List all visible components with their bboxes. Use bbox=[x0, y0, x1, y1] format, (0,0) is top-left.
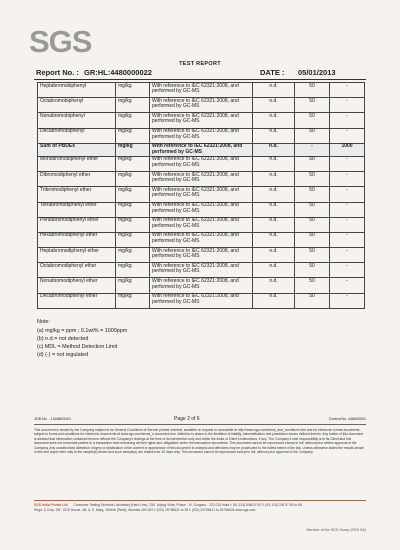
cell-mdl: 50 bbox=[295, 156, 330, 171]
note-item: (d) (-) = not regulated bbox=[37, 352, 89, 358]
cell-unit: mg/kg bbox=[116, 293, 150, 308]
cell-unit: mg/kg bbox=[116, 143, 150, 156]
address-rule bbox=[34, 500, 366, 501]
cell-limit: - bbox=[330, 263, 365, 278]
cell-mdl: 50 bbox=[295, 172, 330, 187]
cell-limit: - bbox=[330, 187, 365, 202]
sgs-logo bbox=[28, 22, 98, 58]
cell-limit: - bbox=[330, 172, 365, 187]
cell-method: With reference to IEC 62321:2008, and performed by GC-MS bbox=[150, 156, 253, 171]
notes-block bbox=[37, 318, 127, 359]
cell-mdl: 50 bbox=[295, 83, 330, 98]
cell-result: n.d. bbox=[253, 232, 295, 247]
cell-result: n.d. bbox=[253, 278, 295, 293]
cell-method: With reference to IEC 62321:2008, and performed by GC-MS bbox=[150, 217, 253, 232]
control-number: Control No. 448000001 bbox=[328, 417, 366, 421]
note-item: (a) mg/kg = ppm ; 0.1wt% = 1000ppm bbox=[37, 328, 128, 334]
report-no-label: Report No. : bbox=[36, 68, 79, 77]
table-row bbox=[38, 217, 365, 232]
cell-analyte: Monobromodiphenyl ether bbox=[38, 156, 116, 171]
cell-limit: - bbox=[330, 293, 365, 308]
cell-limit: - bbox=[330, 128, 365, 143]
cell-result: n.d. bbox=[253, 263, 295, 278]
date-label: DATE : bbox=[260, 68, 285, 77]
table-row bbox=[38, 156, 365, 171]
cell-result: n.d. bbox=[253, 202, 295, 217]
cell-result: n.d. bbox=[253, 98, 295, 113]
cell-mdl: 50 bbox=[295, 187, 330, 202]
cell-mdl: 50 bbox=[295, 217, 330, 232]
cell-unit: mg/kg bbox=[116, 83, 150, 98]
report-header-bar bbox=[34, 67, 366, 78]
cell-method: With reference to IEC 62321:2008, and performed by GC-MS bbox=[150, 113, 253, 128]
table-row bbox=[38, 113, 365, 128]
company-name: SGS India Private Ltd. bbox=[34, 503, 69, 507]
cell-method: With reference to IEC 62321:2008, and performed by GC-MS bbox=[150, 278, 253, 293]
cell-method: With reference to IEC 62321:2008, and performed by GC-MS bbox=[150, 248, 253, 263]
note-item: (c) MDL = Method Detection Limit bbox=[37, 344, 118, 350]
report-no-value: GR:HL:4480000022 bbox=[84, 68, 152, 77]
disclaimer-text: This document is issued by the Company subject to its General Conditions of Service printed overleaf, available on request or accessible at http://www.sgs.com/terms_and_conditions.htm and for electronic format documents, subject to terms and conditions for electronic documents at www.sgs.com/terms_e-document.htm. Attention is drawn to the limitation of liability, indemnification and jurisdiction issues defined therein. Any holder of this document is advised that information contained hereon reflects the Company's findings at the time of its intervention only and within the limits of Client's instructions, if any. The Company's sole responsibility is to its Client and this document does not exonerate parties to a transaction from exercising all their rights and obligations under the transaction documents. This document cannot be reproduced except in full, without prior written approval of the Company. Any unauthorized alteration, forgery or falsification of the content or appearance of this document is unlawful and offenders may be prosecuted to the fullest extent of the law. Unless otherwise stated the results shown in this test report refer only to the sample(s) tested and such sample(s) are retained for 30 days only. This document cannot be reproduced except in full, without prior approval of the Company. bbox=[34, 428, 365, 455]
table-row bbox=[38, 248, 365, 263]
footer-ids bbox=[34, 416, 366, 424]
cell-unit: mg/kg bbox=[116, 98, 150, 113]
cell-limit: - bbox=[330, 217, 365, 232]
cell-analyte: Decabromobiphenyl bbox=[38, 128, 116, 143]
cell-unit: mg/kg bbox=[116, 172, 150, 187]
member-note: Member of the SGS Group (SGS SA) bbox=[306, 528, 366, 532]
cell-unit: mg/kg bbox=[116, 217, 150, 232]
cell-result: n.d. bbox=[253, 172, 295, 187]
cell-method: With reference to IEC 62321:2008, and performed by GC-MS bbox=[150, 232, 253, 247]
company-address bbox=[34, 503, 366, 513]
address-line-2: Regd. & Corp. Off.: SGS House, 4B, A. S. Marg, Vikhroli (West), Mumbai 400 083 t: (022) 25798421 to 28 f: (022) 25798421 to 25798426 www.sgs.com bbox=[34, 508, 256, 512]
cell-analyte: Heptabromobiphenyl bbox=[38, 83, 116, 98]
cell-limit: - bbox=[330, 248, 365, 263]
footer-rule bbox=[34, 424, 366, 425]
table-row bbox=[38, 172, 365, 187]
cell-result: n.d. bbox=[253, 128, 295, 143]
cell-unit: mg/kg bbox=[116, 113, 150, 128]
cell-unit: mg/kg bbox=[116, 248, 150, 263]
cell-unit: mg/kg bbox=[116, 232, 150, 247]
cell-method: With reference to IEC 62321:2008, and performed by GC-MS bbox=[150, 202, 253, 217]
cell-analyte: Nonabromobiphenyl bbox=[38, 113, 116, 128]
cell-result: n.d. bbox=[253, 248, 295, 263]
cell-analyte: Octabromodiphenyl ether bbox=[38, 263, 116, 278]
cell-mdl: 50 bbox=[295, 248, 330, 263]
note-item: (b) n.d.= not detected bbox=[37, 336, 89, 342]
cell-analyte: Tetrabromodiphenyl ether bbox=[38, 202, 116, 217]
cell-limit: - bbox=[330, 83, 365, 98]
cell-limit: - bbox=[330, 232, 365, 247]
cell-result: n.d. bbox=[253, 83, 295, 98]
cell-mdl: 50 bbox=[295, 113, 330, 128]
cell-result: n.d. bbox=[253, 217, 295, 232]
table-row bbox=[38, 187, 365, 202]
cell-method: With reference to IEC 62321:2008, and performed by GC-MS bbox=[150, 187, 253, 202]
cell-method: With reference to IEC 62321:2008, and performed by GC-MS bbox=[150, 293, 253, 308]
cell-unit: mg/kg bbox=[116, 156, 150, 171]
cell-analyte: Tribromodiphenyl ether bbox=[38, 187, 116, 202]
cell-analyte: Pentabromodiphenyl ether bbox=[38, 217, 116, 232]
cell-mdl: 50 bbox=[295, 263, 330, 278]
results-table bbox=[37, 82, 365, 309]
table-row bbox=[38, 278, 365, 293]
document-title: TEST REPORT bbox=[179, 61, 221, 67]
sgs-logo-text: SGS bbox=[29, 24, 92, 58]
cell-mdl: 50 bbox=[295, 202, 330, 217]
cell-limit: - bbox=[330, 202, 365, 217]
cell-unit: mg/kg bbox=[116, 278, 150, 293]
cell-mdl: 50 bbox=[295, 128, 330, 143]
cell-method: With reference to IEC 62321:2008, and performed by GC-MS bbox=[150, 263, 253, 278]
table-row bbox=[38, 202, 365, 217]
cell-unit: mg/kg bbox=[116, 128, 150, 143]
cell-mdl: - bbox=[295, 143, 330, 156]
cell-method: With reference to IEC 62321:2008, and performed by GC-MS bbox=[150, 172, 253, 187]
cell-mdl: 50 bbox=[295, 278, 330, 293]
header-rule bbox=[34, 79, 366, 80]
date-value: 05/01/2013 bbox=[298, 68, 336, 77]
cell-analyte: Nonabromodiphenyl ether bbox=[38, 278, 116, 293]
cell-limit: - bbox=[330, 278, 365, 293]
cell-analyte: Sum of PBDEs bbox=[38, 143, 116, 156]
table-row bbox=[38, 83, 365, 98]
cell-result: n.d. bbox=[253, 293, 295, 308]
cell-limit: 1000 bbox=[330, 143, 365, 156]
cell-mdl: 50 bbox=[295, 293, 330, 308]
page-number: Page 2 of 6 bbox=[174, 416, 200, 422]
cell-result: n.d. bbox=[253, 187, 295, 202]
table-row-sum bbox=[38, 143, 365, 156]
cell-result: n.d. bbox=[253, 156, 295, 171]
table-row bbox=[38, 263, 365, 278]
table-row bbox=[38, 293, 365, 308]
cell-result: n.d. bbox=[253, 143, 295, 156]
cell-analyte: Octabromobiphenyl bbox=[38, 98, 116, 113]
cell-limit: - bbox=[330, 156, 365, 171]
cell-unit: mg/kg bbox=[116, 202, 150, 217]
cell-mdl: 50 bbox=[295, 98, 330, 113]
address-line-1: Consumer Testing Services Laboratory (Hard Line), 250, Udyog Vihar, Phase - IV, Gurgaon - 122 015 India t: (91-124) 6060 0747 f: (91-124) 226 97 63 to 66 bbox=[73, 503, 302, 507]
job-number: JOB No. : 1348800010 bbox=[34, 417, 71, 421]
cell-limit: - bbox=[330, 113, 365, 128]
cell-method: With reference to IEC 62321:2008, and performed by GC-MS bbox=[150, 83, 253, 98]
cell-method: With reference to IEC 62321:2008, and performed by GC-MS bbox=[150, 98, 253, 113]
table-row bbox=[38, 232, 365, 247]
cell-unit: mg/kg bbox=[116, 263, 150, 278]
table-row bbox=[38, 98, 365, 113]
cell-mdl: 50 bbox=[295, 232, 330, 247]
cell-result: n.d. bbox=[253, 113, 295, 128]
table-row bbox=[38, 128, 365, 143]
cell-analyte: Dibromodiphenyl ether bbox=[38, 172, 116, 187]
notes-heading: Note: bbox=[37, 319, 50, 325]
cell-analyte: Heptabromodiphenyl ether bbox=[38, 248, 116, 263]
cell-analyte: Hexabromodiphenyl ether bbox=[38, 232, 116, 247]
cell-method: With reference to IEC 62321:2008, and performed by GC-MS bbox=[150, 128, 253, 143]
cell-method: With reference to IEC 62321:2008, and performed by GC-MS bbox=[150, 143, 253, 156]
cell-unit: mg/kg bbox=[116, 187, 150, 202]
cell-analyte: Decabromodiphenyl ether bbox=[38, 293, 116, 308]
cell-limit: - bbox=[330, 98, 365, 113]
